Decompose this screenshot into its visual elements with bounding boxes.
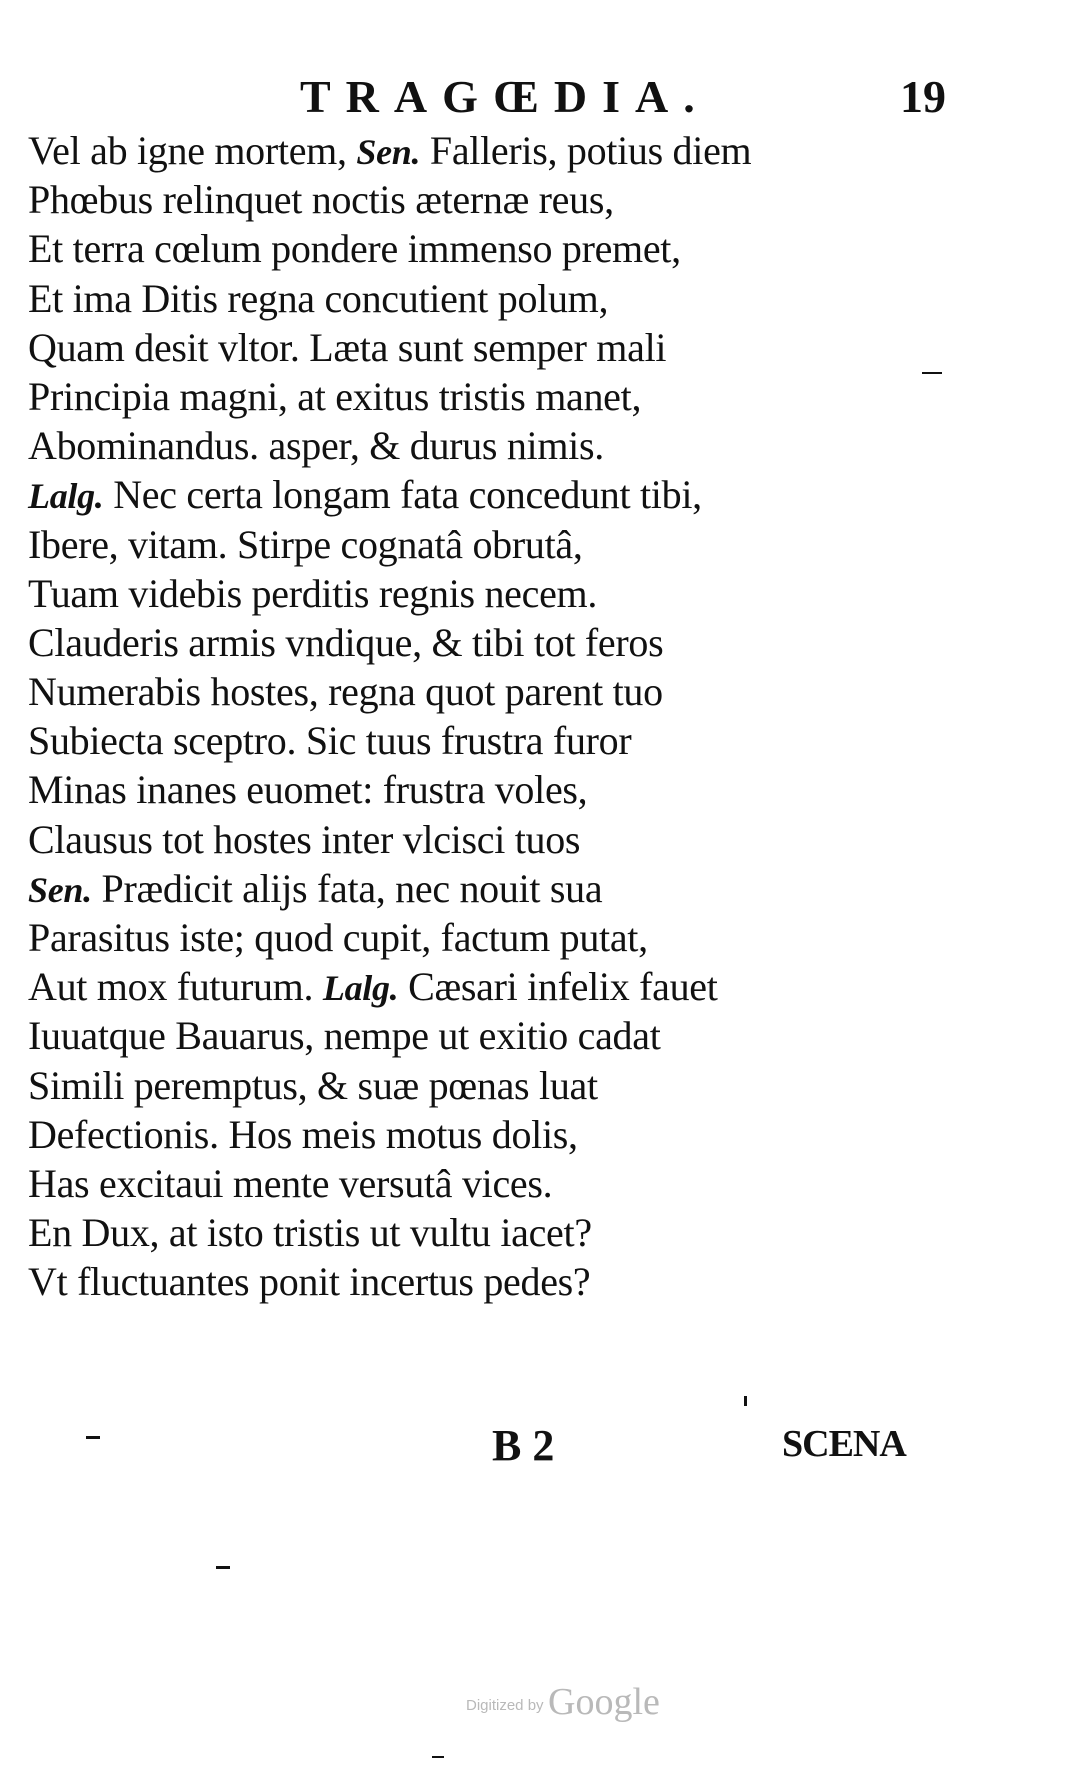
verse-line <box>28 962 958 1011</box>
verse-line <box>28 765 958 814</box>
verse-line <box>28 1208 958 1257</box>
verse-line <box>28 1011 958 1060</box>
verse-line <box>28 323 958 372</box>
verse-line <box>28 864 958 913</box>
line-text: Abominandus. asper, & durus nimis. <box>28 423 604 469</box>
running-title: TRAGŒDIA. <box>300 71 710 122</box>
verse-line <box>28 716 958 765</box>
line-text: Numerabis hostes, regna quot parent tuo <box>28 669 663 715</box>
verse-line <box>28 1257 958 1306</box>
line-text: Falleris, potius diem <box>420 128 752 173</box>
google-logo: Google <box>548 1681 660 1723</box>
verse-line <box>28 1159 958 1208</box>
verse-line <box>28 274 958 323</box>
line-text: Minas inanes euomet: frustra voles, <box>28 767 588 813</box>
line-text: Simili peremptus, & suæ pœnas luat <box>28 1062 598 1108</box>
scan-speck <box>922 372 942 374</box>
verse-line <box>28 520 958 569</box>
line-text: Subiecta sceptro. Sic tuus frustra furor <box>28 718 632 764</box>
line-text: En Dux, at isto tristis ut vultu iacet? <box>28 1210 592 1256</box>
speaker-name: Lalg. <box>28 476 104 517</box>
line-text: Cæsari infelix fauet <box>398 964 718 1010</box>
line-text: Ibere, vitam. Stirpe cognatâ obrutâ, <box>28 521 583 567</box>
line-text: Phœbus relinquet noctis æternæ reus, <box>28 177 614 223</box>
verse-line <box>28 421 958 470</box>
catchword: SCENA <box>782 1423 906 1465</box>
line-text: Et ima Ditis regna concutient polum, <box>28 275 609 321</box>
scan-speck <box>86 1436 100 1439</box>
line-text: Clausus tot hostes inter vlcisci tuos <box>28 816 581 862</box>
line-text: Iuuatque Bauarus, nempe ut exitio cadat <box>28 1013 661 1059</box>
verse-line <box>28 126 958 175</box>
verse-line <box>28 175 958 224</box>
verse-line <box>28 372 958 421</box>
line-text: Has excitaui mente versutâ vices. <box>28 1160 553 1206</box>
page-header <box>0 70 1067 130</box>
line-text: Vt fluctuantes ponit incertus pedes? <box>28 1259 591 1305</box>
line-text: Defectionis. Hos meis motus dolis, <box>28 1111 578 1157</box>
page-number: 19 <box>900 71 946 122</box>
scan-speck <box>744 1396 747 1406</box>
watermark-prefix: Digitized by <box>466 1697 544 1714</box>
line-text: Aut mox futurum. <box>28 964 323 1010</box>
verse-line <box>28 569 958 618</box>
speaker-name: Lalg. <box>322 968 399 1009</box>
line-text: Et terra cœlum pondere immenso premet, <box>28 226 681 272</box>
line-text: Quam desit vltor. Læta sunt semper mali <box>28 324 667 370</box>
verse-line <box>28 470 958 519</box>
signature-mark: B 2 <box>492 1421 555 1470</box>
speaker-name: Sen. <box>28 869 92 910</box>
speaker-name: Sen. <box>356 132 421 172</box>
digitized-watermark <box>466 1680 660 1724</box>
verse-line <box>28 913 958 962</box>
verse-line <box>28 618 958 667</box>
verse-line <box>28 667 958 716</box>
verse-line <box>28 224 958 273</box>
line-text: Tuam videbis perditis regnis necem. <box>28 570 598 616</box>
verse-line <box>28 1110 958 1159</box>
line-text: Clauderis armis vndique, & tibi tot feros <box>28 619 664 665</box>
verse-block <box>28 126 958 1307</box>
scan-speck <box>432 1756 444 1758</box>
line-text: Nec certa longam fata concedunt tibi, <box>103 472 702 518</box>
line-text: Vel ab igne mortem, <box>28 128 357 173</box>
verse-line <box>28 815 958 864</box>
line-text: Prædicit alijs fata, nec nouit sua <box>91 865 603 911</box>
line-text: Parasitus iste; quod cupit, factum putat, <box>28 915 648 960</box>
scan-speck <box>216 1566 230 1569</box>
line-text: Principia magni, at exitus tristis manet, <box>28 373 642 419</box>
page-footer <box>0 1420 1067 1480</box>
verse-line <box>28 1061 958 1110</box>
